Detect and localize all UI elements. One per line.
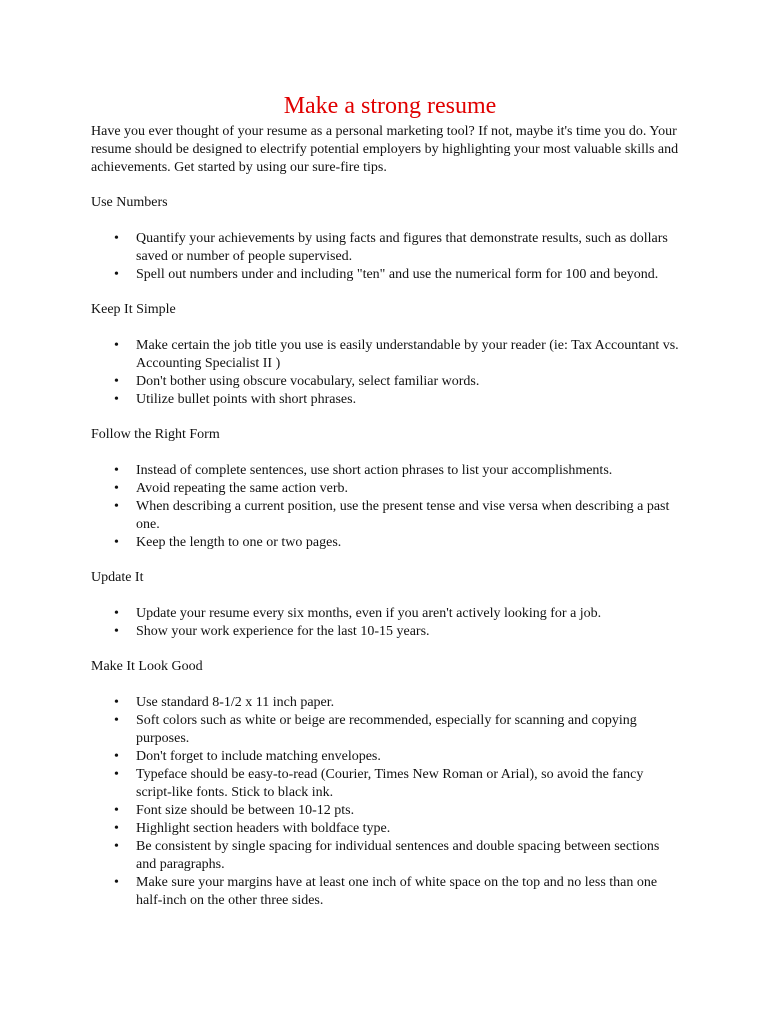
bullet-icon: • [114,374,119,389]
intro-paragraph: Have you ever thought of your resume as a personal marketing tool? If not, maybe it's time you do. Your resume should be designed to electrify potential employers by highlighting your most valuable skills and achievements. Get started by using our sure-fire tips. [91,124,679,175]
list-item-text: Show your work experience for the last 10-15 years. [136,624,430,639]
list-item-text: When describing a current position, use the present tense and vise versa when describing a past one. [136,499,670,532]
list-item-text: Utilize bullet points with short phrases. [136,392,357,407]
bullet-icon: • [114,606,119,621]
list-item [114,748,681,766]
list-item [114,712,681,748]
bullet-list [91,605,681,641]
list-item [114,230,681,266]
list-item [114,266,681,284]
list-item-text: Spell out numbers under and including "ten" and use the numerical form for 100 and beyond. [136,267,659,282]
bullet-icon: • [114,231,119,246]
list-item-text: Use standard 8-1/2 x 11 inch paper. [136,695,335,710]
bullet-icon: • [114,749,119,764]
list-item [114,838,681,874]
list-item-text: Make sure your margins have at least one inch of white space on the top and no less than one half-inch on the other three sides. [136,875,658,908]
list-item-text: Don't bother using obscure vocabulary, select familiar words. [136,374,480,389]
bullet-icon: • [114,803,119,818]
bullet-icon: • [114,839,119,854]
bullet-icon: • [114,821,119,836]
bullet-icon: • [114,875,119,890]
list-item-text: Instead of complete sentences, use short action phrases to list your accomplishments. [136,463,613,478]
list-item [114,694,681,712]
bullet-icon: • [114,767,119,782]
list-item-text: Soft colors such as white or beige are recommended, especially for scanning and copying purposes. [136,713,637,746]
bullet-icon: • [114,535,119,550]
list-item [114,480,681,498]
list-item [114,623,681,641]
list-item [114,820,681,838]
bullet-icon: • [114,338,119,353]
list-item-text: Font size should be between 10-12 pts. [136,803,355,818]
bullet-icon: • [114,481,119,496]
document-title: Make a strong resume [283,93,497,119]
list-item-text: Make certain the job title you use is easily understandable by your reader (ie: Tax Accountant vs. Accounting Specialist II ) [136,338,679,371]
section-heading: Make It Look Good [91,659,203,674]
bullet-icon: • [114,624,119,639]
bullet-icon: • [114,392,119,407]
section-heading: Update It [91,570,144,585]
list-item-text: Quantify your achievements by using facts and figures that demonstrate results, such as dollars saved or number of people supervised. [136,231,668,264]
list-item-text: Update your resume every six months, even if you aren't actively looking for a job. [136,606,602,621]
list-item [114,766,681,802]
list-item [114,874,681,910]
list-item [114,373,681,391]
bullet-list [91,230,681,284]
bullet-icon: • [114,499,119,514]
list-item [114,391,681,409]
list-item [114,802,681,820]
list-item [114,534,681,552]
bullet-icon: • [114,267,119,282]
list-item-text: Highlight section headers with boldface type. [136,821,391,836]
bullet-icon: • [114,463,119,478]
sections-container [91,194,681,910]
list-item-text: Keep the length to one or two pages. [136,535,342,550]
list-item-text: Don't forget to include matching envelopes. [136,749,381,764]
list-item-text: Avoid repeating the same action verb. [136,481,348,496]
section-heading: Use Numbers [91,195,168,210]
list-item-text: Typeface should be easy-to-read (Courier, Times New Roman or Arial), so avoid the fancy script-like fonts. Stick to black ink. [136,767,644,800]
list-item [114,605,681,623]
list-item [114,337,681,373]
list-item [114,498,681,534]
section-heading: Keep It Simple [91,302,176,317]
bullet-list [91,462,681,552]
bullet-icon: • [114,713,119,728]
bullet-icon: • [114,695,119,710]
bullet-list [91,337,681,409]
list-item-text: Be consistent by single spacing for individual sentences and double spacing between sections and paragraphs. [136,839,660,872]
section-heading: Follow the Right Form [91,427,220,442]
bullet-list [91,694,681,910]
document-page [91,92,681,927]
list-item [114,462,681,480]
